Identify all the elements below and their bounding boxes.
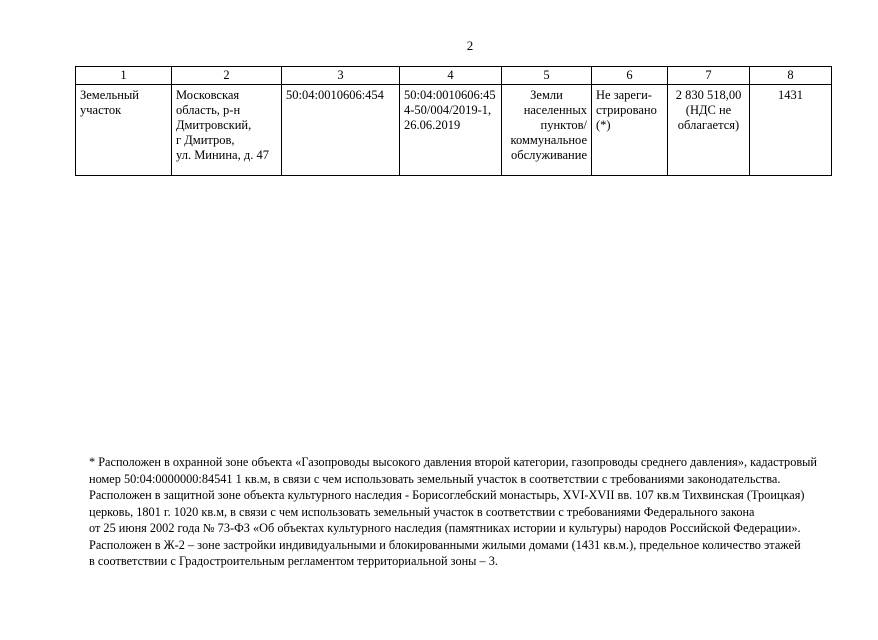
footnote-line: Расположен в Ж-2 – зоне застройки индивидуальными и блокированными жилыми домами (1431 кв.м.), предельное количество этажей <box>89 537 801 552</box>
price-cell <box>668 85 750 176</box>
footnote-line: в соответствии с Градостроительным регламентом территориальной зоны – 3. <box>89 554 498 568</box>
cadastral-number: 50:04:0010606:454 <box>286 88 384 102</box>
footnote-line: * Расположен в охранной зоне объекта «Газопроводы высокого давления второй категории, газопроводы среднего давления», кадастровый <box>89 455 818 469</box>
price-line: (НДС не <box>685 103 732 117</box>
object-type-text: Земельный участок <box>80 88 139 117</box>
encumbrance-line: Не зареги- <box>596 88 652 102</box>
registration-cell <box>400 85 502 176</box>
encumbrance-cell <box>592 85 668 176</box>
cadastral-number-cell <box>282 85 400 176</box>
column-header-2: 2 <box>172 67 282 85</box>
table-header-row <box>76 67 832 85</box>
address-line: Дмитровский, <box>176 118 252 132</box>
registration-line: 50:04:0010606:45 <box>404 88 496 102</box>
column-header-3: 3 <box>282 67 400 85</box>
address-line: г Дмитров, <box>176 133 235 147</box>
footnote-line: церковь, 1801 г. 1020 кв.м, в связи с чем использовать земельный участок в соответствии с требованиями Федерального закона <box>89 504 755 519</box>
land-category-line: населенных <box>523 103 587 117</box>
land-category-cell <box>502 85 592 176</box>
area-value: 1431 <box>778 88 803 102</box>
object-type-cell <box>76 85 172 176</box>
land-category-line: коммунальное <box>510 133 587 147</box>
column-header-6: 6 <box>592 67 668 85</box>
footnote-line: номер 50:04:0000000:84541 1 кв.м, в связи с чем использовать земельный участок в соответствии с требованиями законодательства. <box>89 471 781 486</box>
area-cell <box>750 85 832 176</box>
land-plot-table <box>75 66 832 176</box>
table-row <box>76 85 832 176</box>
encumbrance-line: (*) <box>596 118 611 132</box>
land-category-line: Земли <box>530 88 563 102</box>
footnote <box>89 454 849 570</box>
footnote-line: от 25 июня 2002 года № 73-ФЗ «Об объектах культурного наследия (памятниках истории и культуры) народов Российской Федерации». <box>89 521 801 535</box>
address-line: Московская <box>176 88 240 102</box>
registration-line: 4-50/004/2019-1, <box>404 103 492 117</box>
land-category-line: обслуживание <box>510 148 587 162</box>
page-number: 2 <box>466 38 474 53</box>
price-line: облагается) <box>677 118 740 132</box>
address-line: область, р-н <box>176 103 241 117</box>
column-header-7: 7 <box>668 67 750 85</box>
column-header-4: 4 <box>400 67 502 85</box>
price-line: 2 830 518,00 <box>675 88 742 102</box>
column-header-1: 1 <box>76 67 172 85</box>
registration-line: 26.06.2019 <box>404 118 461 132</box>
column-header-5: 5 <box>502 67 592 85</box>
column-header-8: 8 <box>750 67 832 85</box>
address-cell <box>172 85 282 176</box>
land-category-line: пунктов/ <box>540 118 587 132</box>
address-line: ул. Минина, д. 47 <box>176 148 269 162</box>
footnote-line: Расположен в защитной зоне объекта культурного наследия - Борисоглебский монастырь, XVI-XVII вв. 107 кв.м Тихвинская (Троицкая) <box>89 488 805 502</box>
encumbrance-line: стрировано <box>596 103 657 117</box>
